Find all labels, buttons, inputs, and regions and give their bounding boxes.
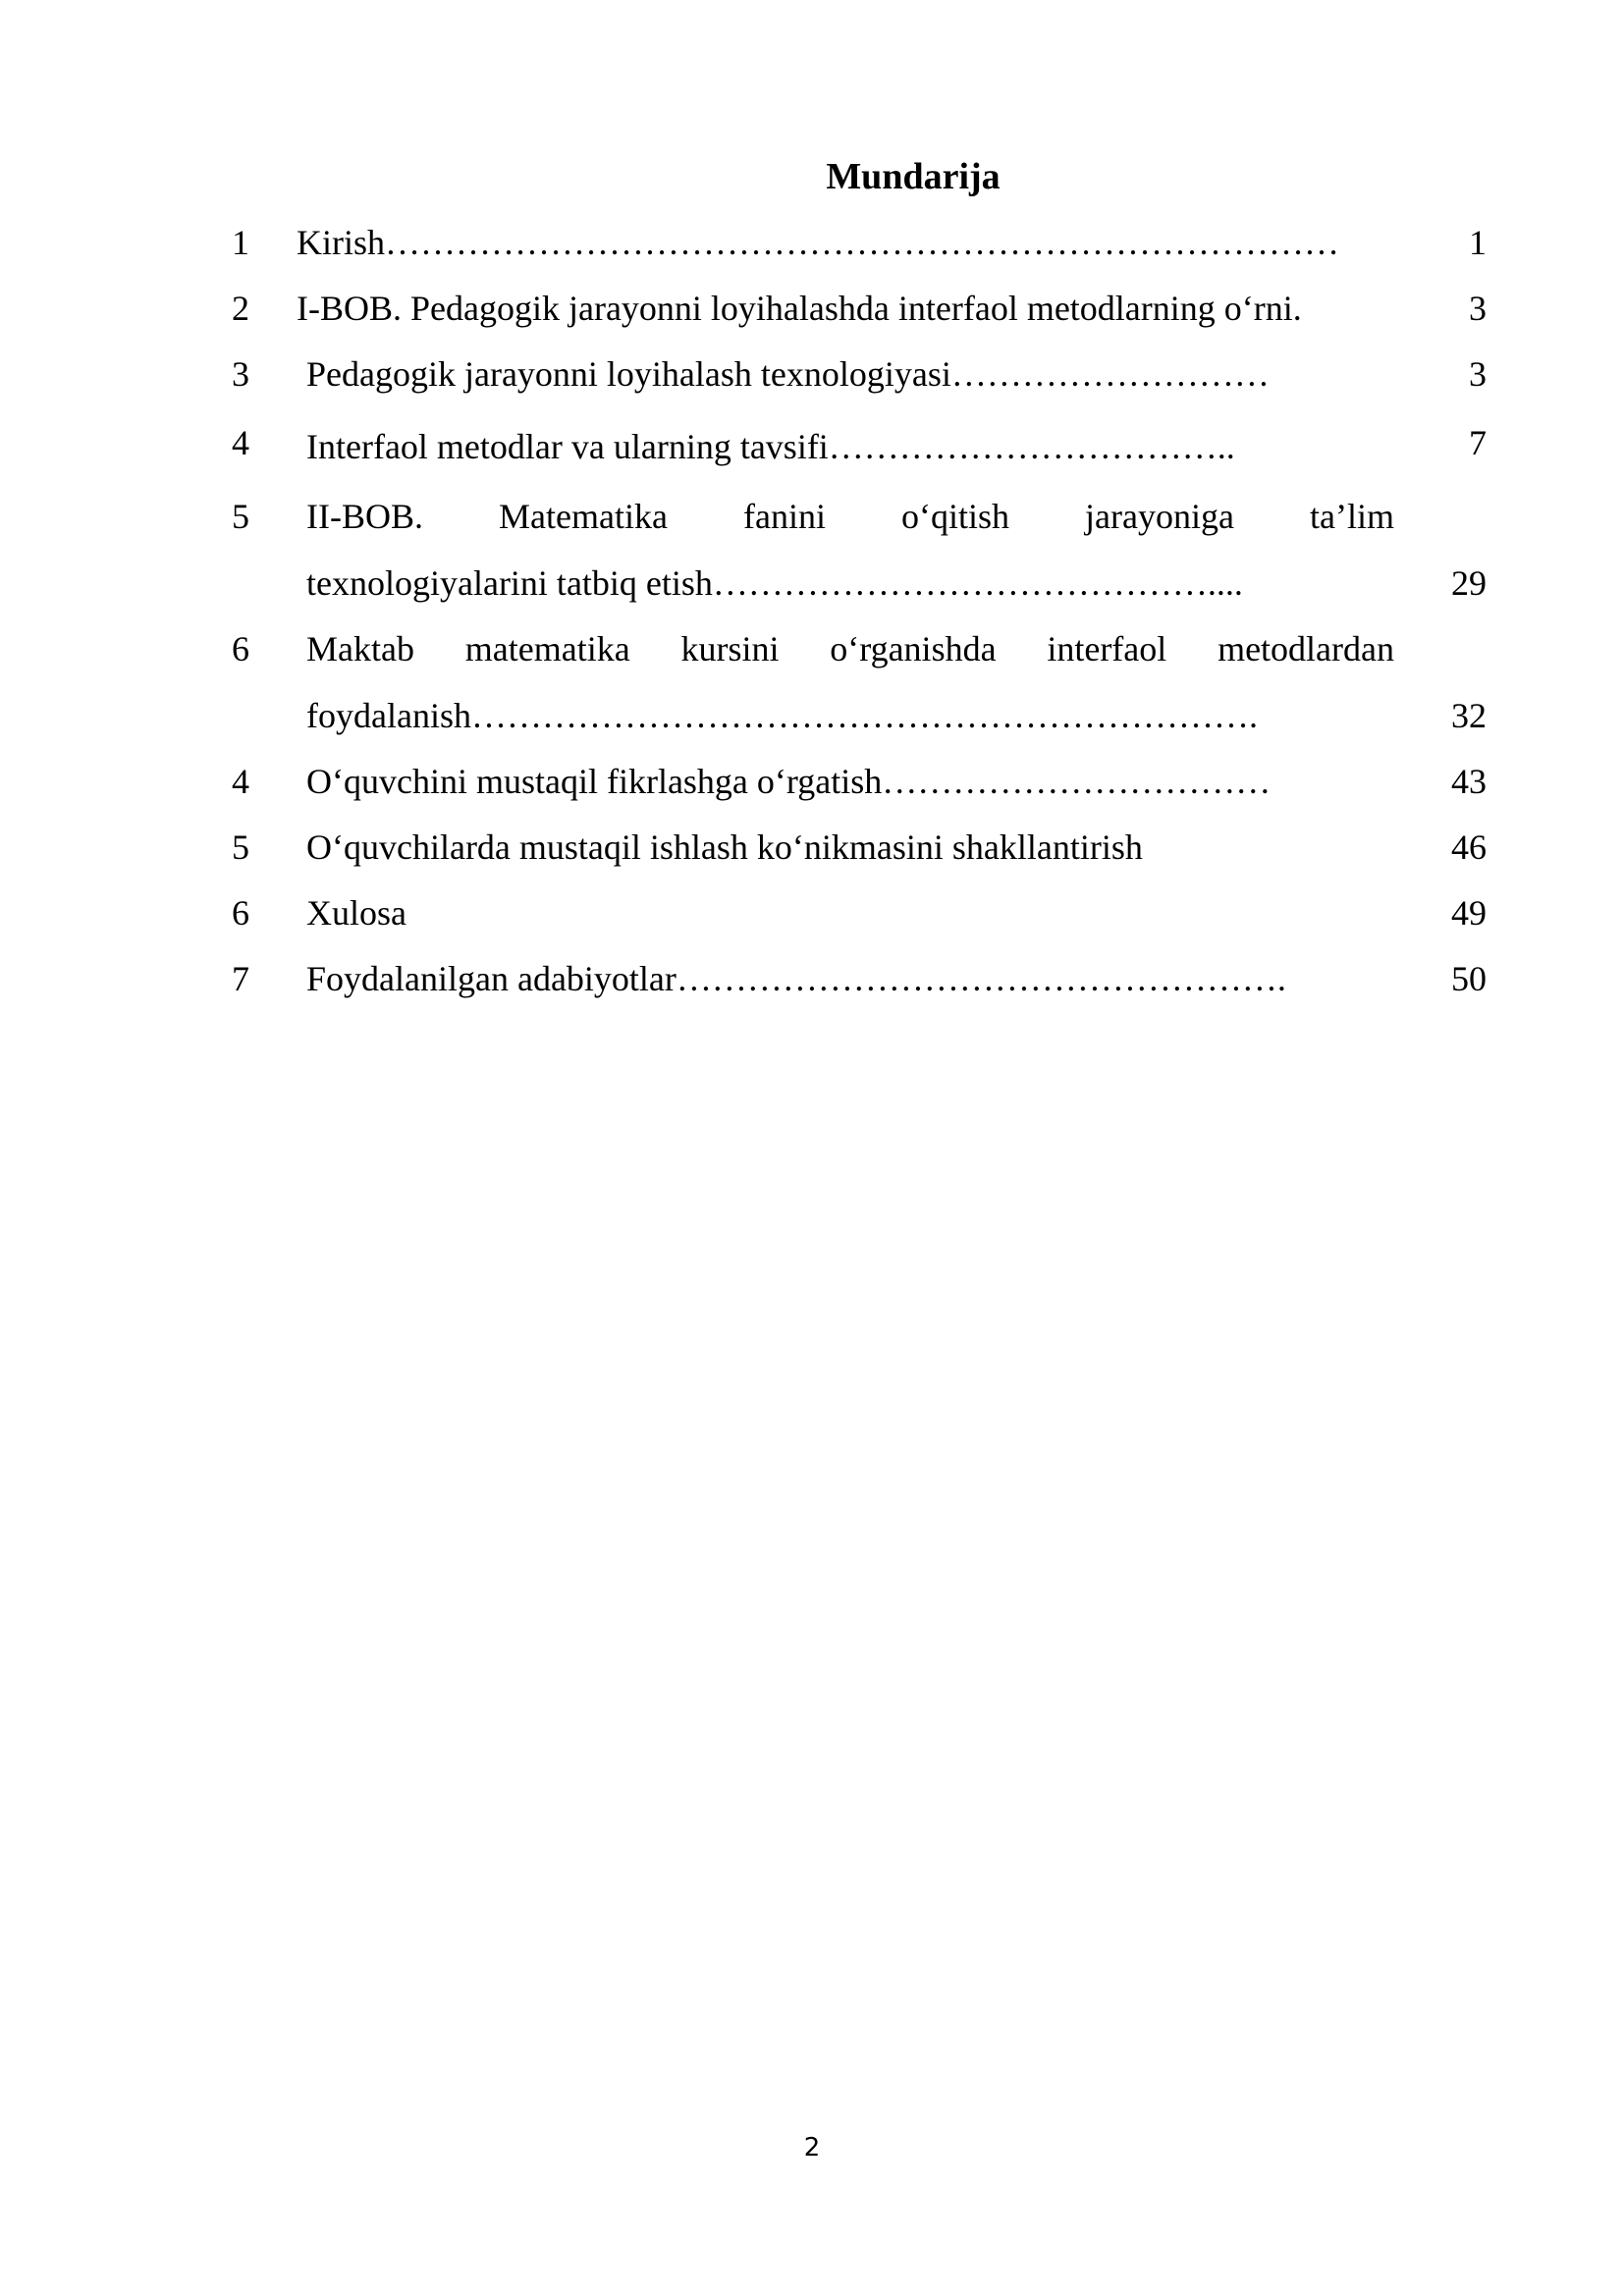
page-number: 2: [803, 2133, 821, 2163]
toc-entry-page: 43: [1451, 762, 1487, 801]
toc-entry-page: 32: [1451, 696, 1487, 735]
toc-entry-number: 6: [232, 629, 249, 668]
toc-entry-page: 50: [1451, 959, 1487, 998]
toc-entry-text: foydalanish………………………………………………………….: [306, 696, 1258, 735]
toc-entry-text: Xulosa: [306, 893, 406, 933]
toc-entry-page: 1: [1469, 223, 1487, 262]
toc-entry-text: O‘quvchilarda mustaqil ishlash ko‘nikmasini shakllantirish: [306, 828, 1143, 867]
toc-entry-text: Maktab matematika kursini o‘rganishda interfaol metodlardan: [306, 629, 1394, 668]
toc-entry-number: 2: [232, 289, 249, 328]
toc-entry-number: 4: [232, 423, 249, 462]
toc-entry-text: I-BOB. Pedagogik jarayonni loyihalashda interfaol metodlarning o‘rni.: [297, 289, 1302, 328]
toc-entry-text: II-BOB. Matematika fanini o‘qitish jarayoniga ta’lim: [306, 497, 1394, 536]
toc-entry-page: 29: [1451, 563, 1487, 603]
toc-entry-text: texnologiyalarini tatbiq etish……………………………………....: [306, 563, 1243, 603]
toc-title: Mundarija: [826, 156, 1001, 197]
toc-entry-text: Pedagogik jarayonni loyihalash texnologiyasi………………………: [306, 354, 1270, 394]
toc-entry-number: 5: [232, 497, 249, 536]
toc-entry-page: 7: [1469, 423, 1487, 462]
toc-entry-text: Kirish………………………………………………………………………: [297, 223, 1339, 262]
toc-entry-page: 3: [1469, 354, 1487, 394]
toc-entry-number: 3: [232, 354, 249, 394]
toc-entry-page: 3: [1469, 289, 1487, 328]
toc-entry-page: 46: [1451, 828, 1487, 867]
toc-entry-text: Foydalanilgan adabiyotlar…………………………………………….: [306, 959, 1286, 998]
toc-entry-number: 6: [232, 893, 249, 933]
toc-entry-number: 4: [232, 762, 249, 801]
toc-entry-text: O‘quvchini mustaqil fikrlashga o‘rgatish……………………………: [306, 762, 1272, 801]
toc-entry-number: 1: [232, 223, 249, 262]
toc-entry-page: 49: [1451, 893, 1487, 933]
toc-entry-number: 5: [232, 828, 249, 867]
toc-entry-number: 7: [232, 959, 249, 998]
toc-entry-text: Interfaol metodlar va ularning tavsifi……………………………..: [306, 427, 1235, 466]
